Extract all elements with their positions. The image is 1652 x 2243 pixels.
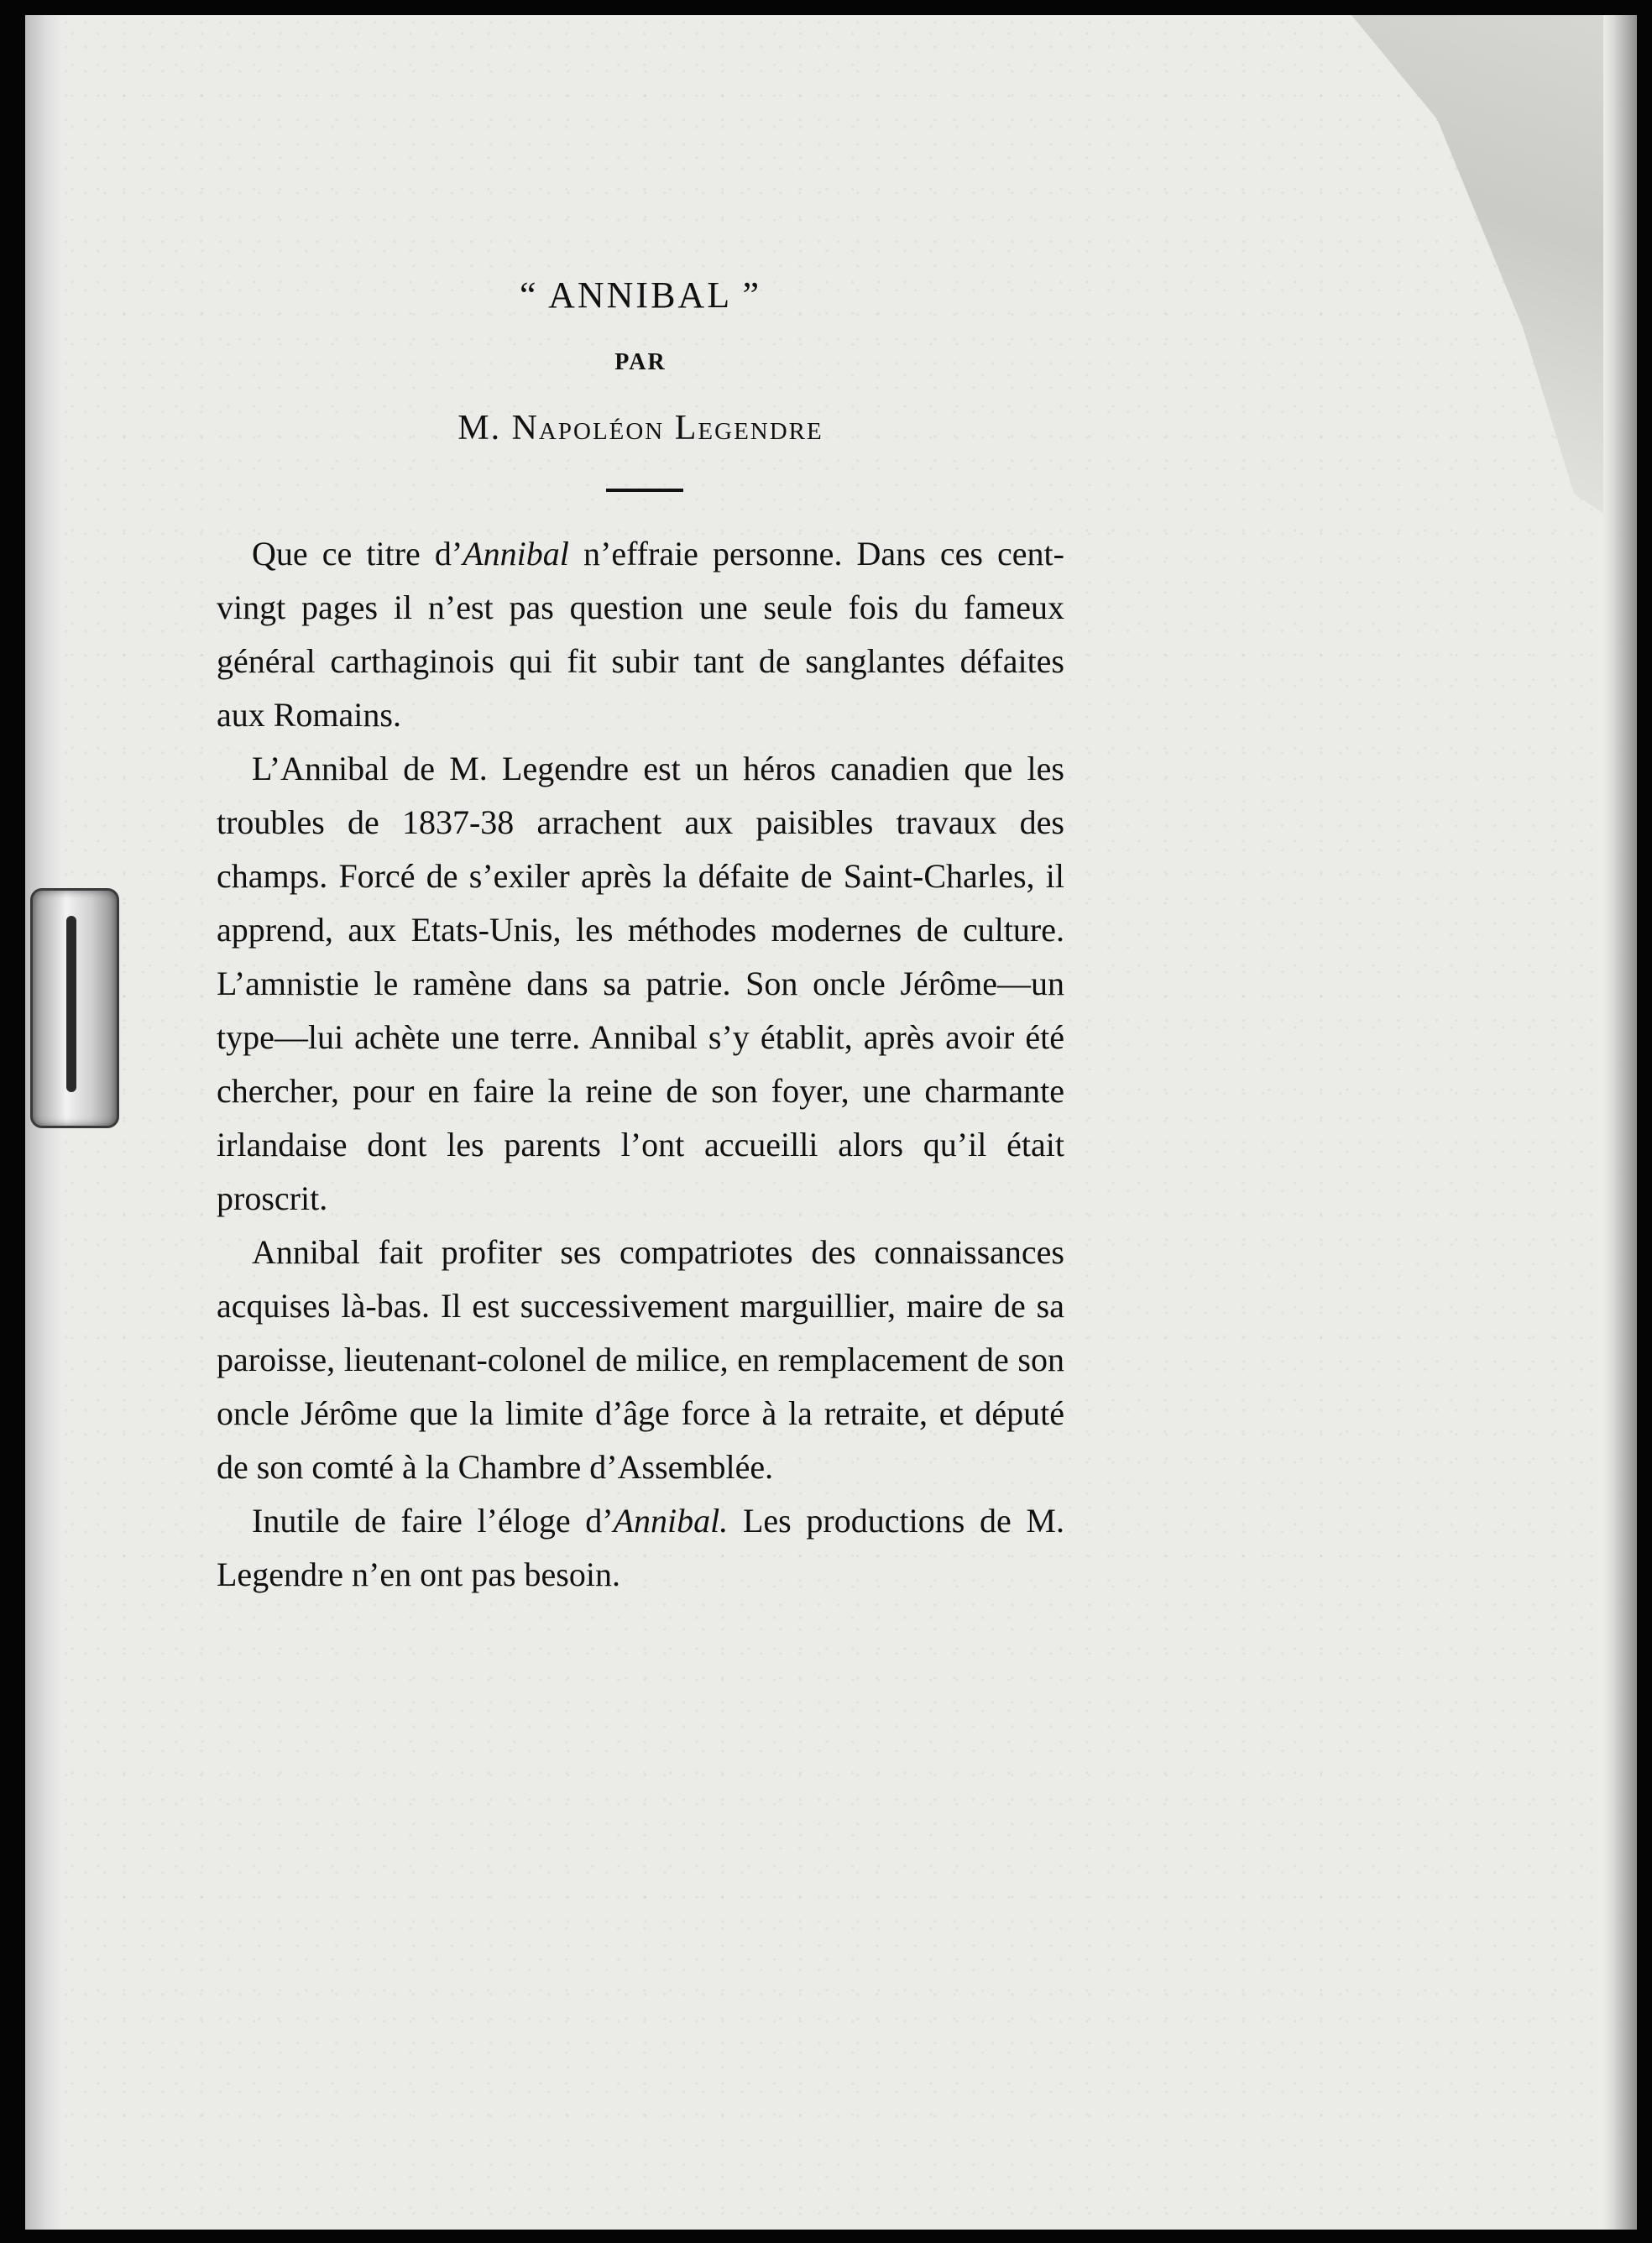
paragraph-1-text-after: n’effraie personne. Dans ces cent-vingt pages il n’est pas question une seule fois du fameux général carthaginois qui fit subir tant de sanglantes défaites aux Romains. (217, 535, 1064, 734)
paragraph-4-text-after: Les productions de M. Legendre n’en ont pas besoin. (217, 1502, 1064, 1593)
paragraph-4 (217, 1494, 1064, 1602)
paragraph-2-text: L’Annibal de M. Legendre est un héros canadien que les troubles de 1837-38 arrachent aux paisibles travaux des champs. Forcé de s’exiler après la défaite de Saint-Charles, il apprend, aux Etats-Unis, les méthodes modernes de culture. L’amnistie le ramène dans sa patrie. Son oncle Jérôme—un type—lui achète une terre. Annibal s’y établit, après avoir été chercher, pour en faire la reine de son foyer, une charmante irlandaise dont les parents l’ont accueilli alors qu’il était proscrit. (217, 750, 1064, 1217)
page-title: “ ANNIBAL ” (520, 274, 761, 316)
byline: PAR (614, 349, 667, 375)
paragraph-1-emphasis: Annibal (463, 535, 569, 573)
body-text (217, 527, 1064, 1602)
page-right-edge (1603, 15, 1637, 2230)
paragraph-3 (217, 1226, 1064, 1494)
paragraph-2 (217, 742, 1064, 1226)
paragraph-4-emphasis: Annibal. (613, 1502, 729, 1540)
paragraph-3-text: Annibal fait profiter ses compatriotes des connaissances acquises là-bas. Il est successivement marguillier, maire de sa paroisse, lieutenant-colonel de milice, en remplacement de son oncle Jérôme que la limite d’âge force à la retraite, et député de son comté à la Chambre d’Assemblée. (217, 1233, 1064, 1486)
paragraph-1-text-before: Que ce titre d’ (252, 535, 463, 573)
paragraph-4-text-before: Inutile de faire l’éloge d’ (252, 1502, 614, 1540)
binding-clip (30, 888, 119, 1128)
paragraph-1 (217, 527, 1064, 742)
document-page (25, 15, 1637, 2230)
author-name: M. Napoléon Legendre (457, 409, 823, 447)
title-rule (606, 489, 683, 492)
page-corner-fold (1351, 15, 1637, 536)
